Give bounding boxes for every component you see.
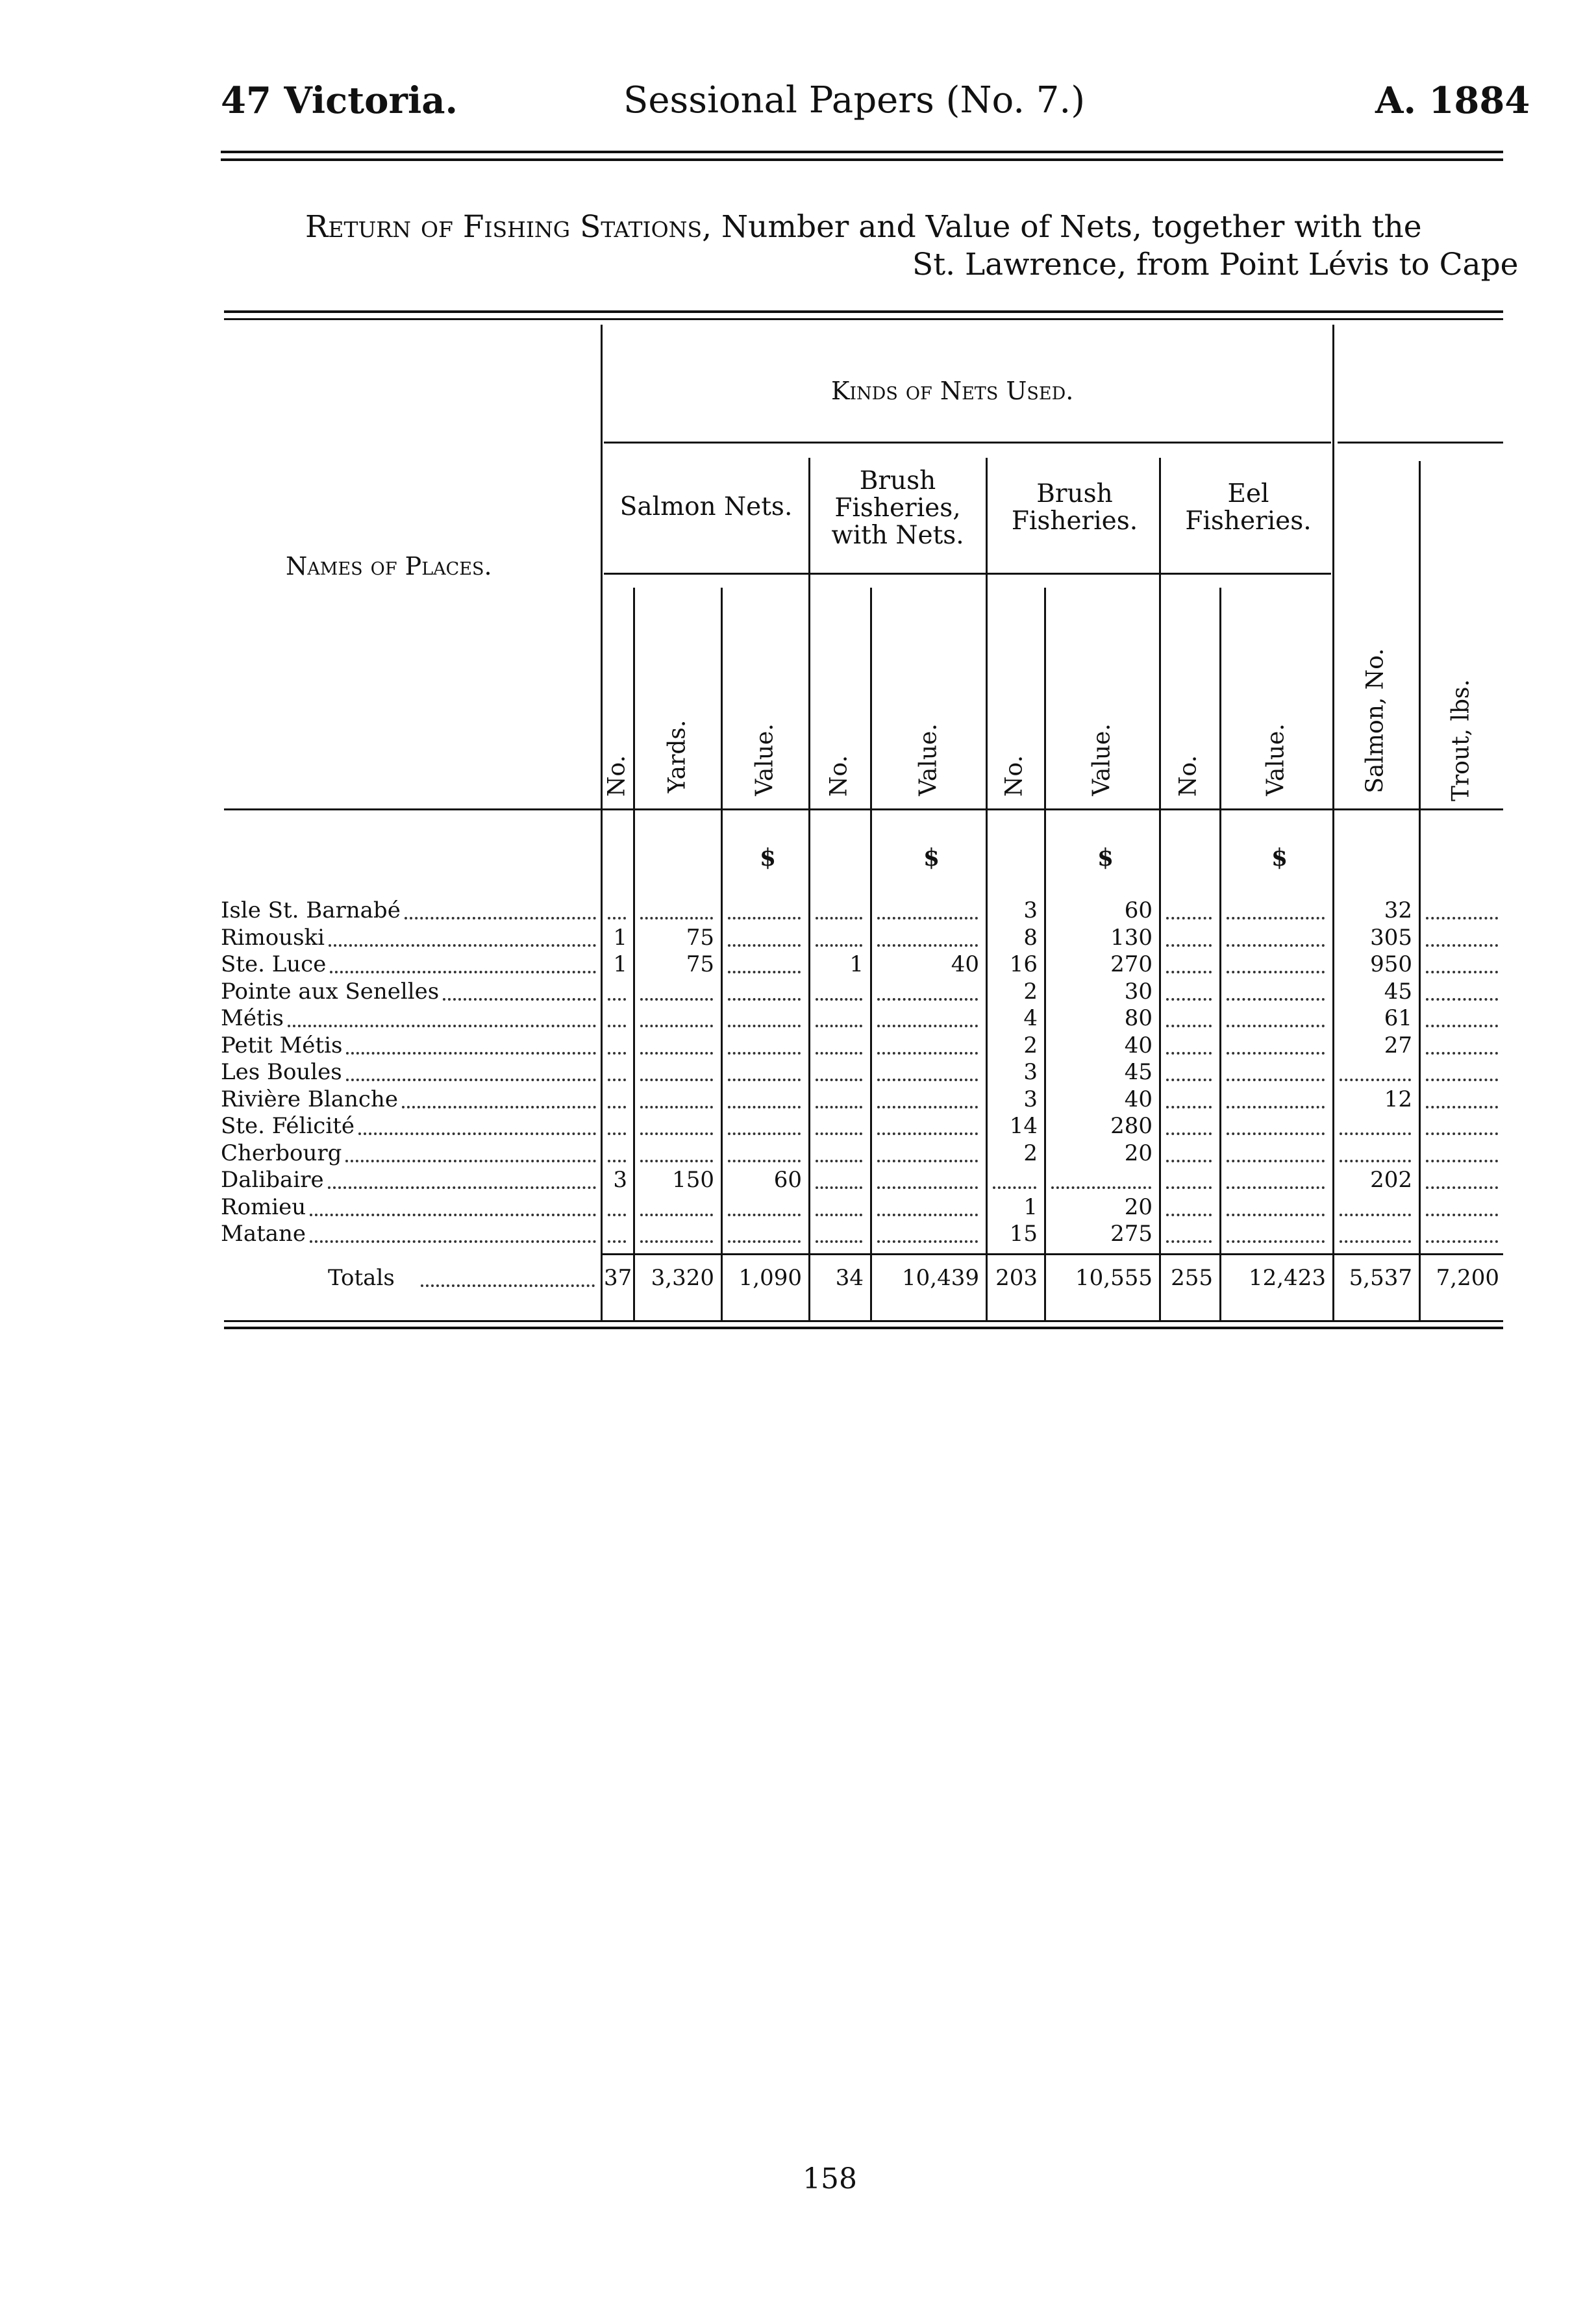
leader-dots [1426, 1106, 1498, 1108]
cell-c10: 12 [1384, 1086, 1412, 1112]
leader-dots [1166, 1240, 1212, 1243]
leader-dots [1227, 1240, 1325, 1243]
leader-dots [993, 1186, 1036, 1189]
page-number: 158 [803, 2162, 857, 2195]
leader-dots [1166, 944, 1212, 947]
leader-dots [816, 1186, 862, 1189]
leader-dots [816, 1132, 862, 1135]
leader-dots [640, 1132, 713, 1135]
v-divider-c10c11 [1419, 461, 1421, 1321]
col-header-salmon-yards: Yards. [664, 719, 691, 794]
leader-dots [608, 1214, 626, 1216]
cell-c4: 1 [849, 951, 864, 977]
v-divider-c1c2 [633, 588, 635, 1321]
leader-dots [1227, 1132, 1325, 1135]
place-name: Rimouski [221, 924, 325, 951]
cell-c6: 4 [1023, 1005, 1038, 1031]
leader-dots [1227, 971, 1325, 973]
cell-c6: 8 [1023, 924, 1038, 951]
h-divider-header-bottom [224, 808, 1503, 810]
col-header-brush-value: Value. [1088, 723, 1116, 796]
leader-dots [1227, 1160, 1325, 1162]
table-rule-top-1 [224, 310, 1503, 313]
leader-dots [608, 1052, 626, 1055]
leader-dots [728, 1240, 801, 1243]
leader-dots [640, 998, 713, 1001]
leader-dots [1227, 1186, 1325, 1189]
totals-leader-dots [421, 1284, 595, 1287]
leader-dots [1426, 971, 1498, 973]
leader-dots [816, 944, 862, 947]
cell-c7: 280 [1110, 1113, 1153, 1139]
v-divider-g1 [808, 458, 810, 1321]
dollar-eel-value: $ [1271, 844, 1288, 871]
leader-dots [1166, 1106, 1212, 1108]
place-name: Dalibaire [221, 1167, 324, 1193]
leader-dots [640, 1214, 713, 1216]
leader-dots [1426, 998, 1498, 1001]
cell-c7: 60 [1124, 897, 1153, 923]
col-header-trout-lbs: Trout, lbs. [1447, 679, 1475, 801]
leader-dots [1426, 944, 1498, 947]
dollar-brush-value: $ [1097, 844, 1114, 871]
leader-dots [1340, 1079, 1411, 1081]
leader-dots [1166, 1214, 1212, 1216]
col-header-salmon-value: Value. [751, 723, 779, 796]
leader-dots [640, 1106, 713, 1108]
place-name: Les Boules [221, 1059, 342, 1085]
cell-c7: 40 [1124, 1086, 1153, 1112]
leader-dots [816, 1160, 862, 1162]
col-header-salmon-count: Salmon, No. [1362, 648, 1389, 794]
leader-dots [1426, 917, 1498, 919]
leader-dots [608, 1240, 626, 1243]
leader-dots [1227, 1079, 1325, 1081]
leader-dots [1426, 1052, 1498, 1055]
header-center: Sessional Papers (No. 7.) [623, 79, 1086, 121]
name-leader-dots [345, 1160, 596, 1162]
group-eel: Eel Fisheries. [1185, 479, 1312, 536]
leader-dots [1227, 998, 1325, 1001]
leader-dots [877, 1106, 978, 1108]
leader-dots [816, 1052, 862, 1055]
name-leader-dots [358, 1132, 596, 1135]
title-line-1 [305, 209, 1422, 245]
header-left: 47 Victoria. [221, 79, 458, 122]
leader-dots [1227, 1025, 1325, 1027]
total-c11: 7,200 [1436, 1265, 1499, 1291]
leader-dots [1227, 917, 1325, 919]
leader-dots [816, 1079, 862, 1081]
total-c10: 5,537 [1349, 1265, 1412, 1291]
v-divider-g2 [986, 458, 988, 1321]
leader-dots [1426, 1025, 1498, 1027]
h-divider-totals-top [601, 1253, 1503, 1255]
leader-dots [640, 1025, 713, 1027]
cell-c6: 2 [1023, 1140, 1038, 1166]
place-name: Rivière Blanche [221, 1086, 398, 1112]
table-rule-top-2 [224, 318, 1503, 320]
leader-dots [877, 1186, 978, 1189]
name-leader-dots [310, 1240, 596, 1243]
leader-dots [1166, 1160, 1212, 1162]
col-header-brush-nets-value: Value. [915, 723, 942, 796]
leader-dots [640, 1079, 713, 1081]
leader-dots [1166, 1025, 1212, 1027]
cell-c7: 20 [1124, 1194, 1153, 1220]
table-rule-bottom-1 [224, 1320, 1503, 1322]
v-divider-g4 [1332, 458, 1334, 1321]
total-c5: 10,439 [902, 1265, 979, 1291]
cell-c10: 61 [1384, 1005, 1412, 1031]
cell-c10: 32 [1384, 897, 1412, 923]
place-name: Petit Métis [221, 1032, 343, 1058]
cell-c7: 130 [1110, 924, 1153, 951]
total-c4: 34 [835, 1265, 864, 1291]
cell-c6: 16 [1009, 951, 1038, 977]
v-divider-names [601, 325, 603, 1321]
leader-dots [816, 917, 862, 919]
cell-c3: 60 [773, 1167, 802, 1193]
leader-dots [1166, 1079, 1212, 1081]
leader-dots [1340, 1214, 1411, 1216]
name-leader-dots [346, 1052, 596, 1055]
kinds-header: Kinds of Nets Used. [831, 377, 1074, 405]
cell-c7: 80 [1124, 1005, 1153, 1031]
place-name: Romieu [221, 1194, 306, 1220]
cell-c10: 305 [1370, 924, 1412, 951]
group-salmon-nets: Salmon Nets. [619, 492, 793, 521]
name-leader-dots [328, 1186, 596, 1189]
leader-dots [728, 1025, 801, 1027]
total-c7: 10,555 [1075, 1265, 1153, 1291]
leader-dots [1227, 944, 1325, 947]
leader-dots [1051, 1186, 1151, 1189]
cell-c10: 45 [1384, 978, 1412, 1005]
leader-dots [1426, 1214, 1498, 1216]
leader-dots [608, 1106, 626, 1108]
header-rule-top [221, 151, 1503, 153]
cell-c7: 20 [1124, 1140, 1153, 1166]
leader-dots [816, 1240, 862, 1243]
leader-dots [608, 998, 626, 1001]
cell-c2: 75 [686, 924, 714, 951]
col-header-brush-nets-no: No. [825, 755, 853, 797]
cell-c7: 40 [1124, 1032, 1153, 1058]
title-line-2: St. Lawrence, from Point Lévis to Cape [912, 247, 1519, 282]
header-rule-bottom [221, 158, 1503, 161]
name-leader-dots [402, 1106, 596, 1108]
leader-dots [728, 998, 801, 1001]
leader-dots [728, 1214, 801, 1216]
place-name: Matane [221, 1221, 306, 1247]
leader-dots [1166, 1186, 1212, 1189]
leader-dots [1227, 1106, 1325, 1108]
place-name: Métis [221, 1005, 284, 1031]
total-c6: 203 [995, 1265, 1038, 1291]
dollar-salmon-value: $ [760, 844, 777, 871]
totals-label: Totals [328, 1265, 395, 1291]
group-brush: Brush Fisheries. [1011, 479, 1138, 536]
name-leader-dots [330, 971, 596, 973]
cell-c7: 275 [1110, 1221, 1153, 1247]
leader-dots [640, 1240, 713, 1243]
name-leader-dots [405, 917, 596, 919]
total-c1: 37 [604, 1265, 632, 1291]
h-divider-kinds-right [1338, 442, 1503, 444]
cell-c7: 270 [1110, 951, 1153, 977]
place-name: Pointe aux Senelles [221, 978, 440, 1005]
v-divider-c4c5 [870, 588, 872, 1321]
leader-dots [640, 917, 713, 919]
cell-c1: 1 [613, 951, 627, 977]
v-divider-c2c3 [721, 588, 723, 1321]
cell-c6: 3 [1023, 1086, 1038, 1112]
leader-dots [1166, 998, 1212, 1001]
leader-dots [877, 1079, 978, 1081]
leader-dots [728, 1052, 801, 1055]
name-leader-dots [329, 944, 596, 947]
cell-c1: 3 [613, 1167, 627, 1193]
h-divider-groups [604, 573, 1331, 575]
col-header-eel-value: Value. [1262, 723, 1290, 796]
total-c2: 3,320 [651, 1265, 714, 1291]
leader-dots [1166, 917, 1212, 919]
name-leader-dots [288, 1025, 596, 1027]
cell-c2: 150 [672, 1167, 714, 1193]
h-divider-kinds [604, 442, 1331, 444]
v-divider-right [1332, 325, 1334, 458]
cell-c6: 1 [1023, 1194, 1038, 1220]
leader-dots [1166, 971, 1212, 973]
leader-dots [728, 1160, 801, 1162]
names-header: Names of Places. [286, 552, 492, 581]
leader-dots [877, 1240, 978, 1243]
leader-dots [640, 1052, 713, 1055]
leader-dots [728, 1132, 801, 1135]
leader-dots [608, 1132, 626, 1135]
place-name: Ste. Félicité [221, 1113, 355, 1139]
leader-dots [608, 1160, 626, 1162]
name-leader-dots [443, 998, 596, 1001]
leader-dots [1426, 1079, 1498, 1081]
cell-c10: 202 [1370, 1167, 1412, 1193]
name-leader-dots [310, 1214, 596, 1216]
leader-dots [877, 1214, 978, 1216]
table-rule-bottom-2 [224, 1327, 1503, 1329]
leader-dots [816, 1214, 862, 1216]
place-name: Ste. Luce [221, 951, 327, 977]
cell-c6: 15 [1009, 1221, 1038, 1247]
group-brush-with-nets: Brush Fisheries, with Nets. [831, 466, 964, 550]
leader-dots [877, 944, 978, 947]
v-divider-c8c9 [1219, 588, 1221, 1321]
title-main: Number and Value of Nets, together with the [721, 209, 1422, 245]
cell-c6: 3 [1023, 1059, 1038, 1085]
leader-dots [608, 917, 626, 919]
place-name: Isle St. Barnabé [221, 897, 401, 923]
cell-c5: 40 [951, 951, 979, 977]
cell-c2: 75 [686, 951, 714, 977]
leader-dots [877, 1025, 978, 1027]
leader-dots [1340, 1160, 1411, 1162]
cell-c6: 14 [1009, 1113, 1038, 1139]
total-c8: 255 [1171, 1265, 1213, 1291]
leader-dots [877, 1132, 978, 1135]
leader-dots [1426, 1240, 1498, 1243]
cell-c6: 2 [1023, 978, 1038, 1005]
v-divider-g3 [1159, 458, 1161, 1321]
leader-dots [1426, 1160, 1498, 1162]
leader-dots [1340, 1132, 1411, 1135]
col-header-salmon-no: No. [603, 755, 630, 797]
total-c9: 12,423 [1249, 1265, 1326, 1291]
leader-dots [877, 917, 978, 919]
leader-dots [1166, 1132, 1212, 1135]
title-small-caps: Return of Fishing Stations, [305, 209, 712, 245]
cell-c7: 30 [1124, 978, 1153, 1005]
leader-dots [728, 944, 801, 947]
leader-dots [728, 917, 801, 919]
leader-dots [728, 1079, 801, 1081]
cell-c7: 45 [1124, 1059, 1153, 1085]
cell-c10: 950 [1370, 951, 1412, 977]
leader-dots [877, 998, 978, 1001]
leader-dots [1426, 1186, 1498, 1189]
name-leader-dots [346, 1079, 596, 1081]
leader-dots [1227, 1214, 1325, 1216]
leader-dots [728, 971, 801, 973]
leader-dots [1227, 1052, 1325, 1055]
cell-c6: 2 [1023, 1032, 1038, 1058]
dollar-brush-nets-value: $ [923, 844, 940, 871]
leader-dots [728, 1106, 801, 1108]
header-right: A. 1884 [1375, 79, 1530, 122]
cell-c10: 27 [1384, 1032, 1412, 1058]
leader-dots [1166, 1052, 1212, 1055]
leader-dots [608, 1079, 626, 1081]
leader-dots [1426, 1132, 1498, 1135]
total-c3: 1,090 [738, 1265, 802, 1291]
leader-dots [608, 1025, 626, 1027]
col-header-brush-no: No. [1001, 755, 1028, 797]
leader-dots [816, 1025, 862, 1027]
leader-dots [816, 1106, 862, 1108]
leader-dots [640, 1160, 713, 1162]
v-divider-c6c7 [1044, 588, 1046, 1321]
leader-dots [877, 1160, 978, 1162]
leader-dots [816, 998, 862, 1001]
place-name: Cherbourg [221, 1140, 342, 1166]
col-header-eel-no: No. [1175, 755, 1202, 797]
cell-c6: 3 [1023, 897, 1038, 923]
cell-c1: 1 [613, 924, 627, 951]
leader-dots [1340, 1240, 1411, 1243]
leader-dots [877, 1052, 978, 1055]
